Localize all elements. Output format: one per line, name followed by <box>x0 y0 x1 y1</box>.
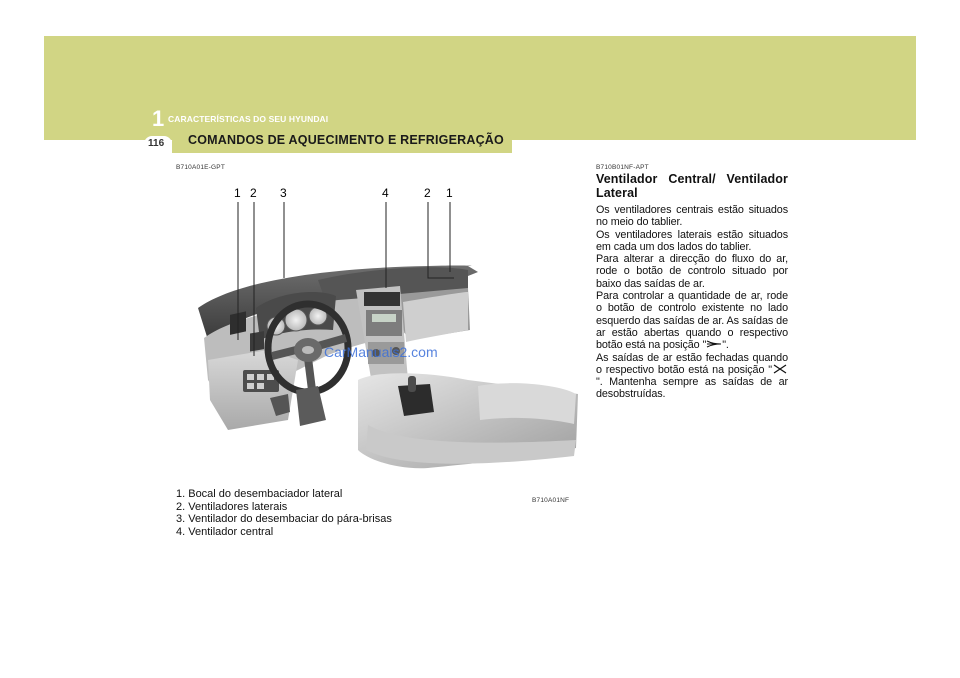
callout-2-left: 2 <box>250 186 257 200</box>
callout-1-right: 1 <box>446 186 453 200</box>
paragraph-text: ". Mantenha sempre as saídas de ar desobstruídas. <box>596 376 788 401</box>
paragraph: Os ventiladores laterais estão situados em cada um dos lados do tablier. <box>596 228 788 253</box>
vent-open-icon <box>706 339 722 349</box>
header-band <box>44 36 916 140</box>
page-number: 116 <box>148 138 165 149</box>
paragraph: Para alterar a direcção do fluxo do ar, rode o botão de controlo situado por baixo das saídas de ar. <box>596 253 788 290</box>
watermark: CarManuals2.com <box>324 344 438 360</box>
steering-logo <box>302 346 314 354</box>
body-text <box>596 204 788 401</box>
dashboard-illustration <box>168 180 588 490</box>
callout-1-left: 1 <box>234 186 241 200</box>
figure-legend <box>176 488 392 538</box>
callout-2-right: 2 <box>424 186 431 200</box>
shifter-knob <box>408 376 416 392</box>
subsection-heading: Ventilador Central/ Ventilador Lateral <box>596 172 788 200</box>
legend-item: 4. Ventilador central <box>176 525 274 538</box>
switch-5 <box>257 383 264 389</box>
side-vent-left-2 <box>250 331 264 351</box>
steering-spoke-bottom <box>308 358 312 390</box>
vent-closed-icon <box>772 364 788 374</box>
right-reference-code: B710B01NF-APT <box>596 164 649 171</box>
switch-2 <box>257 374 264 380</box>
right-column <box>596 172 788 401</box>
chapter-title: CARACTERÍSTICAS DO SEU HYUNDAI <box>168 114 329 124</box>
legend-item: 2. Ventiladores laterais <box>176 500 288 513</box>
paragraph-text: Para controlar a quantidade de ar, rode o botão de controlo existente no lado esquerdo das saídas de ar. As saídas de ar estão abertas quando o respectivo botão está na posição " <box>596 290 788 352</box>
chapter-number: 1 <box>152 106 165 131</box>
paragraph <box>596 352 788 401</box>
armrest <box>478 383 576 424</box>
paragraph <box>596 290 788 351</box>
legend-item: 3. Ventilador do desembaciar do pára-brisas <box>176 513 392 525</box>
left-reference-code: B710A01E-GPT <box>176 164 226 171</box>
section-title: COMANDOS DE AQUECIMENTO E REFRIGERAÇÃO <box>188 133 504 147</box>
paragraph-text: ". <box>722 339 729 352</box>
audio-display <box>372 314 396 322</box>
audio-unit <box>366 310 402 336</box>
switch-4 <box>247 383 254 389</box>
callout-4: 4 <box>382 186 389 200</box>
figure-code: B710A01NF <box>532 497 570 504</box>
switch-1 <box>247 374 254 380</box>
legend-item: 1. Bocal do desembaciador lateral <box>176 488 343 500</box>
paragraph-text: As saídas de ar estão fechadas quando o respectivo botão está na posição " <box>596 351 788 376</box>
paragraph: Os ventiladores centrais estão situados no meio do tablier. <box>596 204 788 229</box>
center-vent <box>364 292 400 306</box>
callout-3: 3 <box>280 186 287 200</box>
